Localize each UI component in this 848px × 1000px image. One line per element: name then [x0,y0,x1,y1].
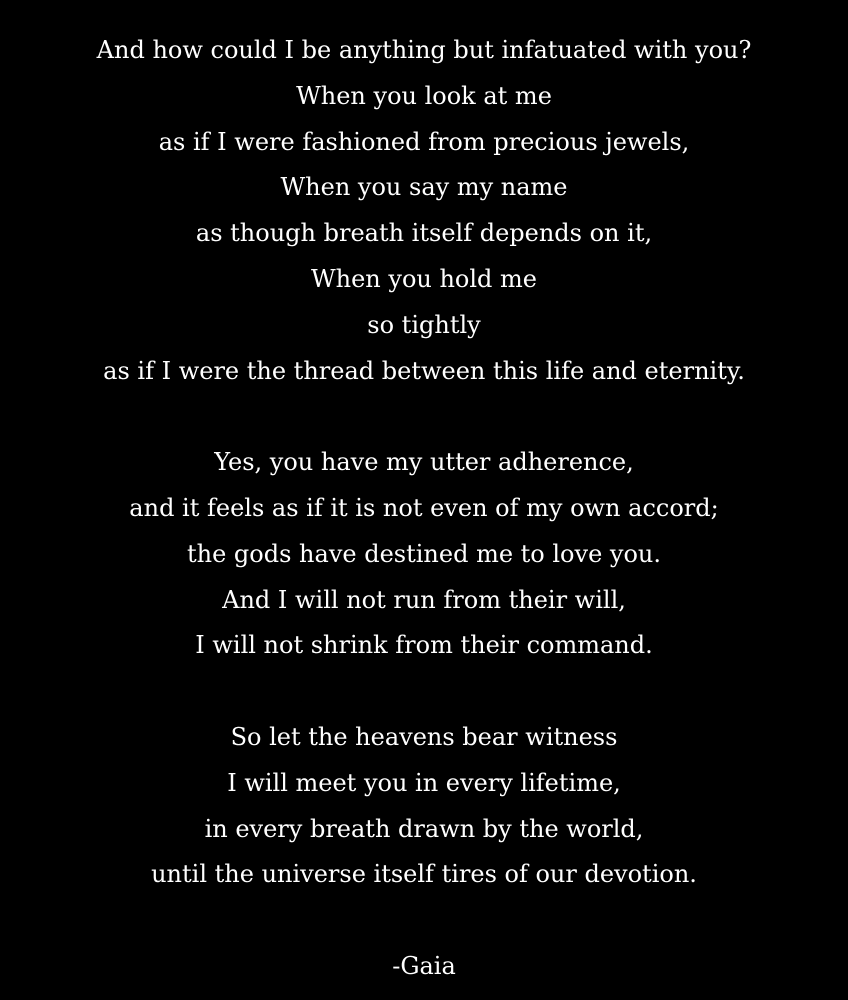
stanza-2 [0,440,848,669]
poem-line: When you look at me [296,81,552,110]
poem-line: So let the heavens bear witness [230,722,618,751]
poem-line: And how could I be anything but infatuated with you? [96,36,752,64]
poem-line: until the universe itself tires of our devotion. [151,860,697,889]
poem-signature: -Gaia [392,951,456,980]
poem-line: And I will not run from their will, [222,585,626,614]
stanza-1 [0,28,848,394]
poem-line: as if I were fashioned from precious jewels, [158,127,690,156]
poem-line: as if I were the thread between this life and eternity. [103,356,745,385]
poem-line: Yes, you have my utter adherence, [214,448,634,477]
poem-line: When you hold me [310,264,538,293]
poem-line: the gods have destined me to love you. [187,539,661,568]
poem-line: as though breath itself depends on it, [195,219,653,248]
stanza-3 [0,715,848,898]
poem-line: in every breath drawn by the world, [204,814,644,843]
poem-line: When you say my name [280,173,568,202]
poem-line: I will meet you in every lifetime, [227,768,621,797]
poem-line: so tightly [367,310,481,339]
poem [0,28,848,990]
poem-line: I will not shrink from their command. [195,631,653,660]
poem-line: and it feels as if it is not even of my own accord; [129,493,719,522]
